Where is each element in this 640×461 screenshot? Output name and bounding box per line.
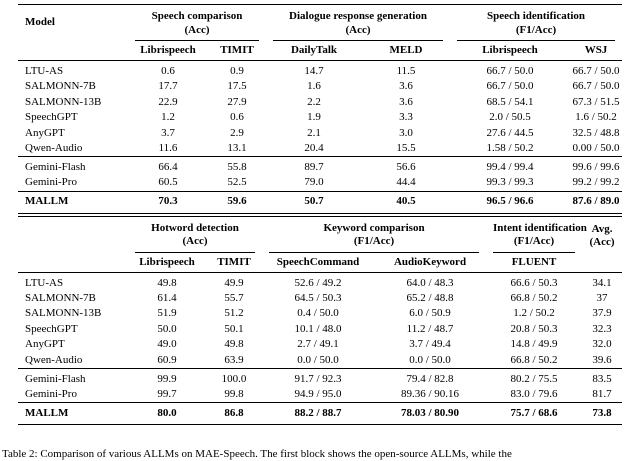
value-cell: 66.8 / 50.2: [510, 353, 558, 366]
value-cell: 51.2: [224, 307, 244, 320]
group-header: [486, 217, 587, 253]
value-cell: 37: [596, 292, 608, 305]
group-header-label: [589, 222, 615, 253]
value-cell: 55.7: [224, 292, 244, 305]
top-table-head: [18, 5, 622, 61]
table-row: [18, 291, 622, 306]
model-cell: SpeechGPT: [25, 111, 78, 124]
group-header-row: [18, 5, 622, 42]
table-row: [18, 369, 622, 387]
value-cell: 3.0: [399, 126, 413, 139]
top-table-body: [18, 61, 622, 214]
group-header: [266, 5, 450, 42]
table-row: [18, 403, 622, 425]
table-caption: Table 2: Comparison of various ALLMs on MAE-Speech. The first block shows the open-source ALLMs, while the: [2, 448, 512, 460]
value-cell: 32.0: [592, 338, 612, 351]
column-header: Librispeech: [128, 41, 208, 61]
results-tables: [18, 4, 622, 425]
group-header-label: [269, 221, 479, 253]
group-unit: (Acc): [182, 235, 208, 248]
value-cell: 99.2 / 99.2: [572, 176, 620, 189]
value-cell: 0.9: [230, 65, 244, 77]
model-cell: SALMONN-7B: [25, 292, 96, 305]
value-cell: 94.9 / 95.0: [294, 388, 342, 400]
group-header-label: [493, 221, 587, 253]
value-cell: 49.8: [157, 276, 177, 289]
value-cell: 80.0: [128, 403, 206, 425]
group-unit: (Acc): [184, 23, 210, 36]
group-header: [582, 217, 622, 253]
table-row: [18, 110, 622, 125]
value-cell: 10.1 / 48.0: [294, 322, 342, 335]
value-cell: 65.2 / 48.8: [406, 292, 454, 305]
value-cell: 78.03 / 80.90: [374, 403, 486, 425]
model-cell: LTU-AS: [25, 276, 64, 289]
top-table-wrapper: [18, 4, 622, 217]
value-cell: 66.7 / 50.0: [486, 80, 534, 93]
value-cell: 32.3: [592, 322, 612, 335]
model-cell: Gemini-Pro: [25, 176, 77, 189]
value-cell: 0.6: [161, 65, 175, 77]
model-cell: Gemini-Pro: [25, 388, 77, 400]
value-cell: 59.6: [208, 191, 266, 213]
value-cell: 0.6: [230, 111, 244, 124]
table-row: [18, 79, 622, 94]
value-cell: 66.7 / 50.0: [572, 80, 620, 93]
group-header-label: [135, 221, 255, 253]
column-header: FLUENT: [486, 253, 582, 273]
table-row: [18, 141, 622, 157]
value-cell: 50.0: [157, 322, 177, 335]
bottom-table-head: [18, 217, 622, 273]
table-row: [18, 126, 622, 141]
value-cell: 67.3 / 51.5: [572, 95, 620, 108]
table-row: [18, 272, 622, 291]
group-title: Speech comparison: [151, 10, 243, 22]
value-cell: 3.7: [161, 126, 175, 139]
value-cell: 79.0: [304, 176, 324, 189]
model-cell: AnyGPT: [25, 126, 65, 139]
value-cell: 88.2 / 88.7: [262, 403, 374, 425]
value-cell: 1.2 / 50.2: [513, 307, 555, 320]
value-cell: 1.9: [307, 111, 321, 124]
value-cell: 66.7 / 50.0: [486, 65, 534, 77]
value-cell: 87.6 / 89.0: [570, 191, 622, 213]
value-cell: 81.7: [592, 388, 612, 400]
table-row: [18, 387, 622, 403]
table-row: [18, 337, 622, 352]
model-cell: Gemini-Flash: [18, 369, 128, 387]
model-cell: MALLM: [18, 403, 128, 425]
value-cell: 11.5: [396, 65, 416, 77]
group-title: Speech identification: [486, 10, 586, 22]
value-cell: 34.1: [592, 276, 612, 289]
value-cell: 2.7 / 49.1: [297, 338, 339, 351]
group-title: Avg.: [591, 222, 613, 235]
value-cell: 2.0 / 50.5: [489, 111, 531, 124]
value-cell: 2.1: [307, 126, 321, 139]
value-cell: 99.4 / 99.4: [450, 157, 570, 175]
value-cell: 89.7: [266, 157, 362, 175]
value-cell: 99.8: [224, 388, 244, 400]
value-cell: 66.7 / 50.0: [572, 65, 620, 77]
value-cell: 11.6: [158, 142, 178, 155]
column-header: DailyTalk: [266, 41, 362, 61]
value-cell: 0.0 / 50.0: [297, 353, 339, 366]
group-title: Hotword detection: [151, 221, 239, 234]
value-cell: 99.3 / 99.3: [486, 176, 534, 189]
value-cell: 13.1: [227, 142, 247, 155]
value-cell: 79.4 / 82.8: [374, 369, 486, 387]
value-cell: 39.6: [592, 353, 612, 366]
value-cell: 3.6: [399, 95, 413, 108]
model-cell: Gemini-Flash: [18, 157, 128, 175]
model-cell: SALMONN-7B: [25, 80, 96, 93]
value-cell: 99.6 / 99.6: [570, 157, 622, 175]
column-header: MELD: [362, 41, 450, 61]
model-cell: Qwen-Audio: [25, 142, 83, 155]
value-cell: 17.7: [158, 80, 178, 93]
bottom-results-table: [18, 217, 622, 426]
group-header-label: [273, 9, 443, 41]
value-cell: 1.58 / 50.2: [486, 142, 534, 155]
group-header-label: [135, 9, 259, 41]
value-cell: 27.6 / 44.5: [486, 126, 534, 139]
value-cell: 52.5: [227, 176, 247, 189]
value-cell: 64.5 / 50.3: [294, 292, 342, 305]
value-cell: 1.6: [307, 80, 321, 93]
value-cell: 20.4: [304, 142, 324, 155]
table-row: [18, 95, 622, 110]
table-row: [18, 191, 622, 213]
group-header: [262, 217, 486, 253]
model-cell: LTU-AS: [25, 65, 64, 77]
value-cell: 96.5 / 96.6: [450, 191, 570, 213]
value-cell: 56.6: [362, 157, 450, 175]
value-cell: 66.8 / 50.2: [510, 292, 558, 305]
value-cell: 44.4: [396, 176, 416, 189]
group-header: [128, 217, 262, 253]
group-title: Intent identification: [493, 221, 587, 234]
table-row: [18, 157, 622, 175]
value-cell: 100.0: [206, 369, 262, 387]
model-column-header: Model: [18, 5, 128, 61]
value-cell: 61.4: [157, 292, 177, 305]
value-cell: 37.9: [592, 307, 612, 320]
value-cell: 52.6 / 49.2: [294, 276, 342, 289]
value-cell: 14.7: [304, 65, 324, 77]
value-cell: 11.2 / 48.7: [406, 322, 454, 335]
top-results-table: [18, 4, 622, 214]
group-title: Keyword comparison: [323, 221, 425, 234]
value-cell: 2.9: [230, 126, 244, 139]
model-cell: Qwen-Audio: [25, 353, 83, 366]
value-cell: 22.9: [158, 95, 178, 108]
value-cell: 3.3: [399, 111, 413, 124]
value-cell: 17.5: [227, 80, 247, 93]
group-unit: (F1/Acc): [513, 235, 555, 248]
column-header: WSJ: [570, 41, 622, 61]
model-cell: AnyGPT: [25, 338, 65, 351]
column-header-empty: [582, 253, 622, 273]
value-cell: 91.7 / 92.3: [262, 369, 374, 387]
column-header: Librispeech: [450, 41, 570, 61]
table-row: [18, 61, 622, 80]
value-cell: 49.0: [157, 338, 177, 351]
value-cell: 50.1: [224, 322, 244, 335]
value-cell: 99.9: [128, 369, 206, 387]
value-cell: 60.5: [158, 176, 178, 189]
value-cell: 73.8: [582, 403, 622, 425]
value-cell: 70.3: [128, 191, 208, 213]
value-cell: 20.8 / 50.3: [510, 322, 558, 335]
value-cell: 3.6: [399, 80, 413, 93]
group-header: [128, 5, 266, 42]
table-row: [18, 306, 622, 321]
value-cell: 75.7 / 68.6: [486, 403, 582, 425]
value-cell: 0.4 / 50.0: [297, 307, 339, 320]
value-cell: 80.2 / 75.5: [486, 369, 582, 387]
value-cell: 66.4: [128, 157, 208, 175]
column-header: TIMIT: [206, 253, 262, 273]
model-cell: SALMONN-13B: [25, 95, 102, 108]
group-title: Dialogue response generation: [289, 10, 427, 22]
group-unit: (Acc): [345, 23, 371, 36]
value-cell: 64.0 / 48.3: [406, 276, 454, 289]
value-cell: 27.9: [227, 95, 247, 108]
column-header: Librispeech: [128, 253, 206, 273]
value-cell: 2.2: [307, 95, 321, 108]
value-cell: 6.0 / 50.9: [409, 307, 451, 320]
value-cell: 14.8 / 49.9: [510, 338, 558, 351]
group-header-row: [18, 217, 622, 253]
column-header: AudioKeyword: [374, 253, 486, 273]
model-column-header: [18, 217, 128, 273]
value-cell: 15.5: [396, 142, 416, 155]
group-unit: (F1/Acc): [515, 23, 557, 36]
group-header: [450, 5, 622, 42]
value-cell: 3.7 / 49.4: [409, 338, 451, 351]
value-cell: 32.5 / 48.8: [572, 126, 620, 139]
value-cell: 86.8: [206, 403, 262, 425]
group-header-label: [457, 9, 615, 41]
group-unit: (F1/Acc): [353, 235, 395, 248]
value-cell: 83.0 / 79.6: [510, 388, 558, 400]
column-header: TIMIT: [208, 41, 266, 61]
value-cell: 83.5: [582, 369, 622, 387]
value-cell: 40.5: [362, 191, 450, 213]
model-cell: MALLM: [18, 191, 128, 213]
value-cell: 66.6 / 50.3: [510, 276, 558, 289]
value-cell: 49.9: [224, 276, 244, 289]
value-cell: 89.36 / 90.16: [400, 388, 460, 400]
value-cell: 50.7: [266, 191, 362, 213]
value-cell: 49.8: [224, 338, 244, 351]
table-row: [18, 322, 622, 337]
table-row: [18, 175, 622, 191]
model-cell: SALMONN-13B: [25, 307, 102, 320]
table-row: [18, 353, 622, 369]
value-cell: 63.9: [224, 353, 244, 366]
value-cell: 0.0 / 50.0: [409, 353, 451, 366]
value-cell: 55.8: [208, 157, 266, 175]
model-cell: SpeechGPT: [25, 322, 78, 335]
value-cell: 1.6 / 50.2: [575, 111, 617, 124]
group-unit: (Acc): [589, 236, 615, 249]
value-cell: 60.9: [157, 353, 177, 366]
column-header: SpeechCommand: [262, 253, 374, 273]
value-cell: 1.2: [161, 111, 175, 124]
value-cell: 51.9: [157, 307, 177, 320]
value-cell: 0.00 / 50.0: [572, 142, 620, 155]
bottom-table-body: [18, 272, 622, 425]
value-cell: 68.5 / 54.1: [486, 95, 534, 108]
value-cell: 99.7: [157, 388, 177, 400]
